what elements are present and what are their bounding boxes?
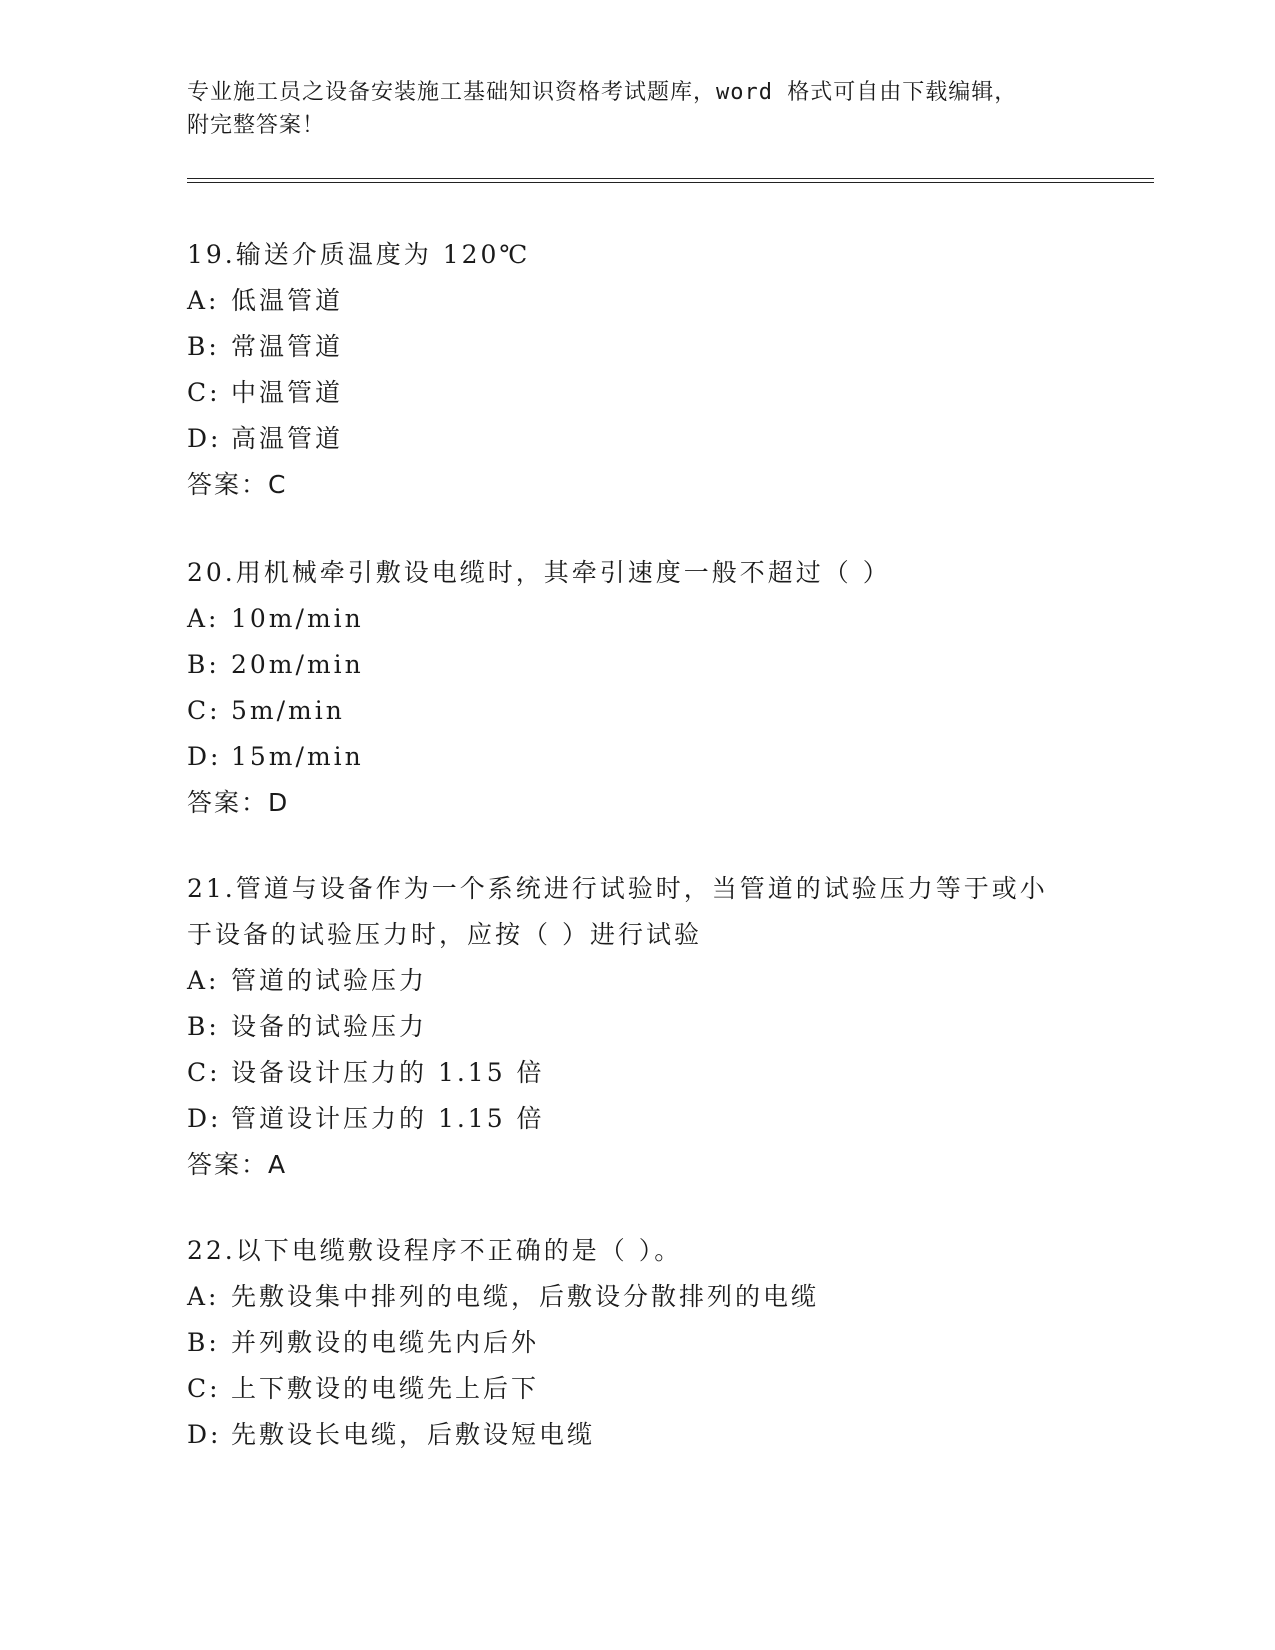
option-d: [187, 734, 1147, 780]
option-text: 先敷设长电缆，后敷设短电缆: [231, 1420, 596, 1449]
option-text: 并列敷设的电缆先内后外: [231, 1328, 540, 1357]
option-letter: C:: [187, 696, 221, 725]
option-letter: D:: [187, 742, 222, 771]
option-text: 常温管道: [231, 332, 344, 361]
option-b: [187, 1320, 1147, 1366]
answer-label: 答案：A: [187, 1150, 288, 1179]
question-stem: 21.管道与设备作为一个系统进行试验时，当管道的试验压力等于或小: [187, 874, 1048, 903]
option-a: [187, 278, 1147, 324]
option-text: 20m/min: [231, 650, 364, 679]
option-a: [187, 1274, 1147, 1320]
option-letter: B:: [187, 1328, 220, 1357]
option-letter: C:: [187, 378, 221, 407]
option-text: 先敷设集中排列的电缆，后敷设分散排列的电缆: [231, 1282, 820, 1311]
question-stem: 22.以下电缆敷设程序不正确的是（ ）。: [187, 1236, 683, 1265]
option-c: [187, 370, 1147, 416]
option-letter: A:: [187, 1282, 220, 1311]
option-letter: C:: [187, 1374, 221, 1403]
option-text: 管道的试验压力: [231, 966, 428, 995]
answer-label: 答案：C: [187, 470, 288, 499]
option-a: [187, 958, 1147, 1004]
option-letter: D:: [187, 424, 222, 453]
header-line-2: 附完整答案！: [187, 113, 326, 138]
option-letter: D:: [187, 1420, 222, 1449]
option-letter: A:: [187, 286, 220, 315]
option-d: [187, 1412, 1147, 1458]
option-letter: A:: [187, 966, 220, 995]
option-text: 5m/min: [231, 696, 345, 725]
option-c: [187, 1366, 1147, 1412]
option-d: [187, 1096, 1147, 1142]
option-letter: B:: [187, 1012, 220, 1041]
header-line-1: 专业施工员之设备安装施工基础知识资格考试题库，word 格式可自由下载编辑，: [187, 80, 1018, 105]
option-b: [187, 324, 1147, 370]
option-text: 设备的试验压力: [231, 1012, 428, 1041]
option-letter: D:: [187, 1104, 222, 1133]
option-a: [187, 596, 1147, 642]
question-stem-continued: 于设备的试验压力时，应按（ ）进行试验: [187, 920, 702, 949]
option-c: [187, 688, 1147, 734]
option-text: 15m/min: [231, 742, 364, 771]
option-text: 10m/min: [231, 604, 364, 633]
question-stem: 19.输送介质温度为 120℃: [187, 240, 531, 269]
question-22: [187, 1228, 1147, 1458]
option-letter: B:: [187, 332, 220, 361]
option-text: 上下敷设的电缆先上后下: [231, 1374, 540, 1403]
question-20: [187, 550, 1147, 826]
header-divider: [187, 178, 1154, 183]
question-19: [187, 232, 1147, 508]
question-21: [187, 866, 1147, 1188]
option-b: [187, 642, 1147, 688]
option-text: 低温管道: [231, 286, 344, 315]
option-letter: A:: [187, 604, 220, 633]
option-text: 高温管道: [231, 424, 344, 453]
option-b: [187, 1004, 1147, 1050]
option-text: 中温管道: [231, 378, 344, 407]
option-letter: B:: [187, 650, 220, 679]
option-text: 设备设计压力的 1.15 倍: [231, 1058, 545, 1087]
option-d: [187, 416, 1147, 462]
document-header: [187, 76, 1087, 142]
question-stem: 20.用机械牵引敷设电缆时，其牵引速度一般不超过（ ）: [187, 558, 891, 587]
option-c: [187, 1050, 1147, 1096]
option-text: 管道设计压力的 1.15 倍: [231, 1104, 545, 1133]
answer-label: 答案：D: [187, 788, 290, 817]
option-letter: C:: [187, 1058, 221, 1087]
